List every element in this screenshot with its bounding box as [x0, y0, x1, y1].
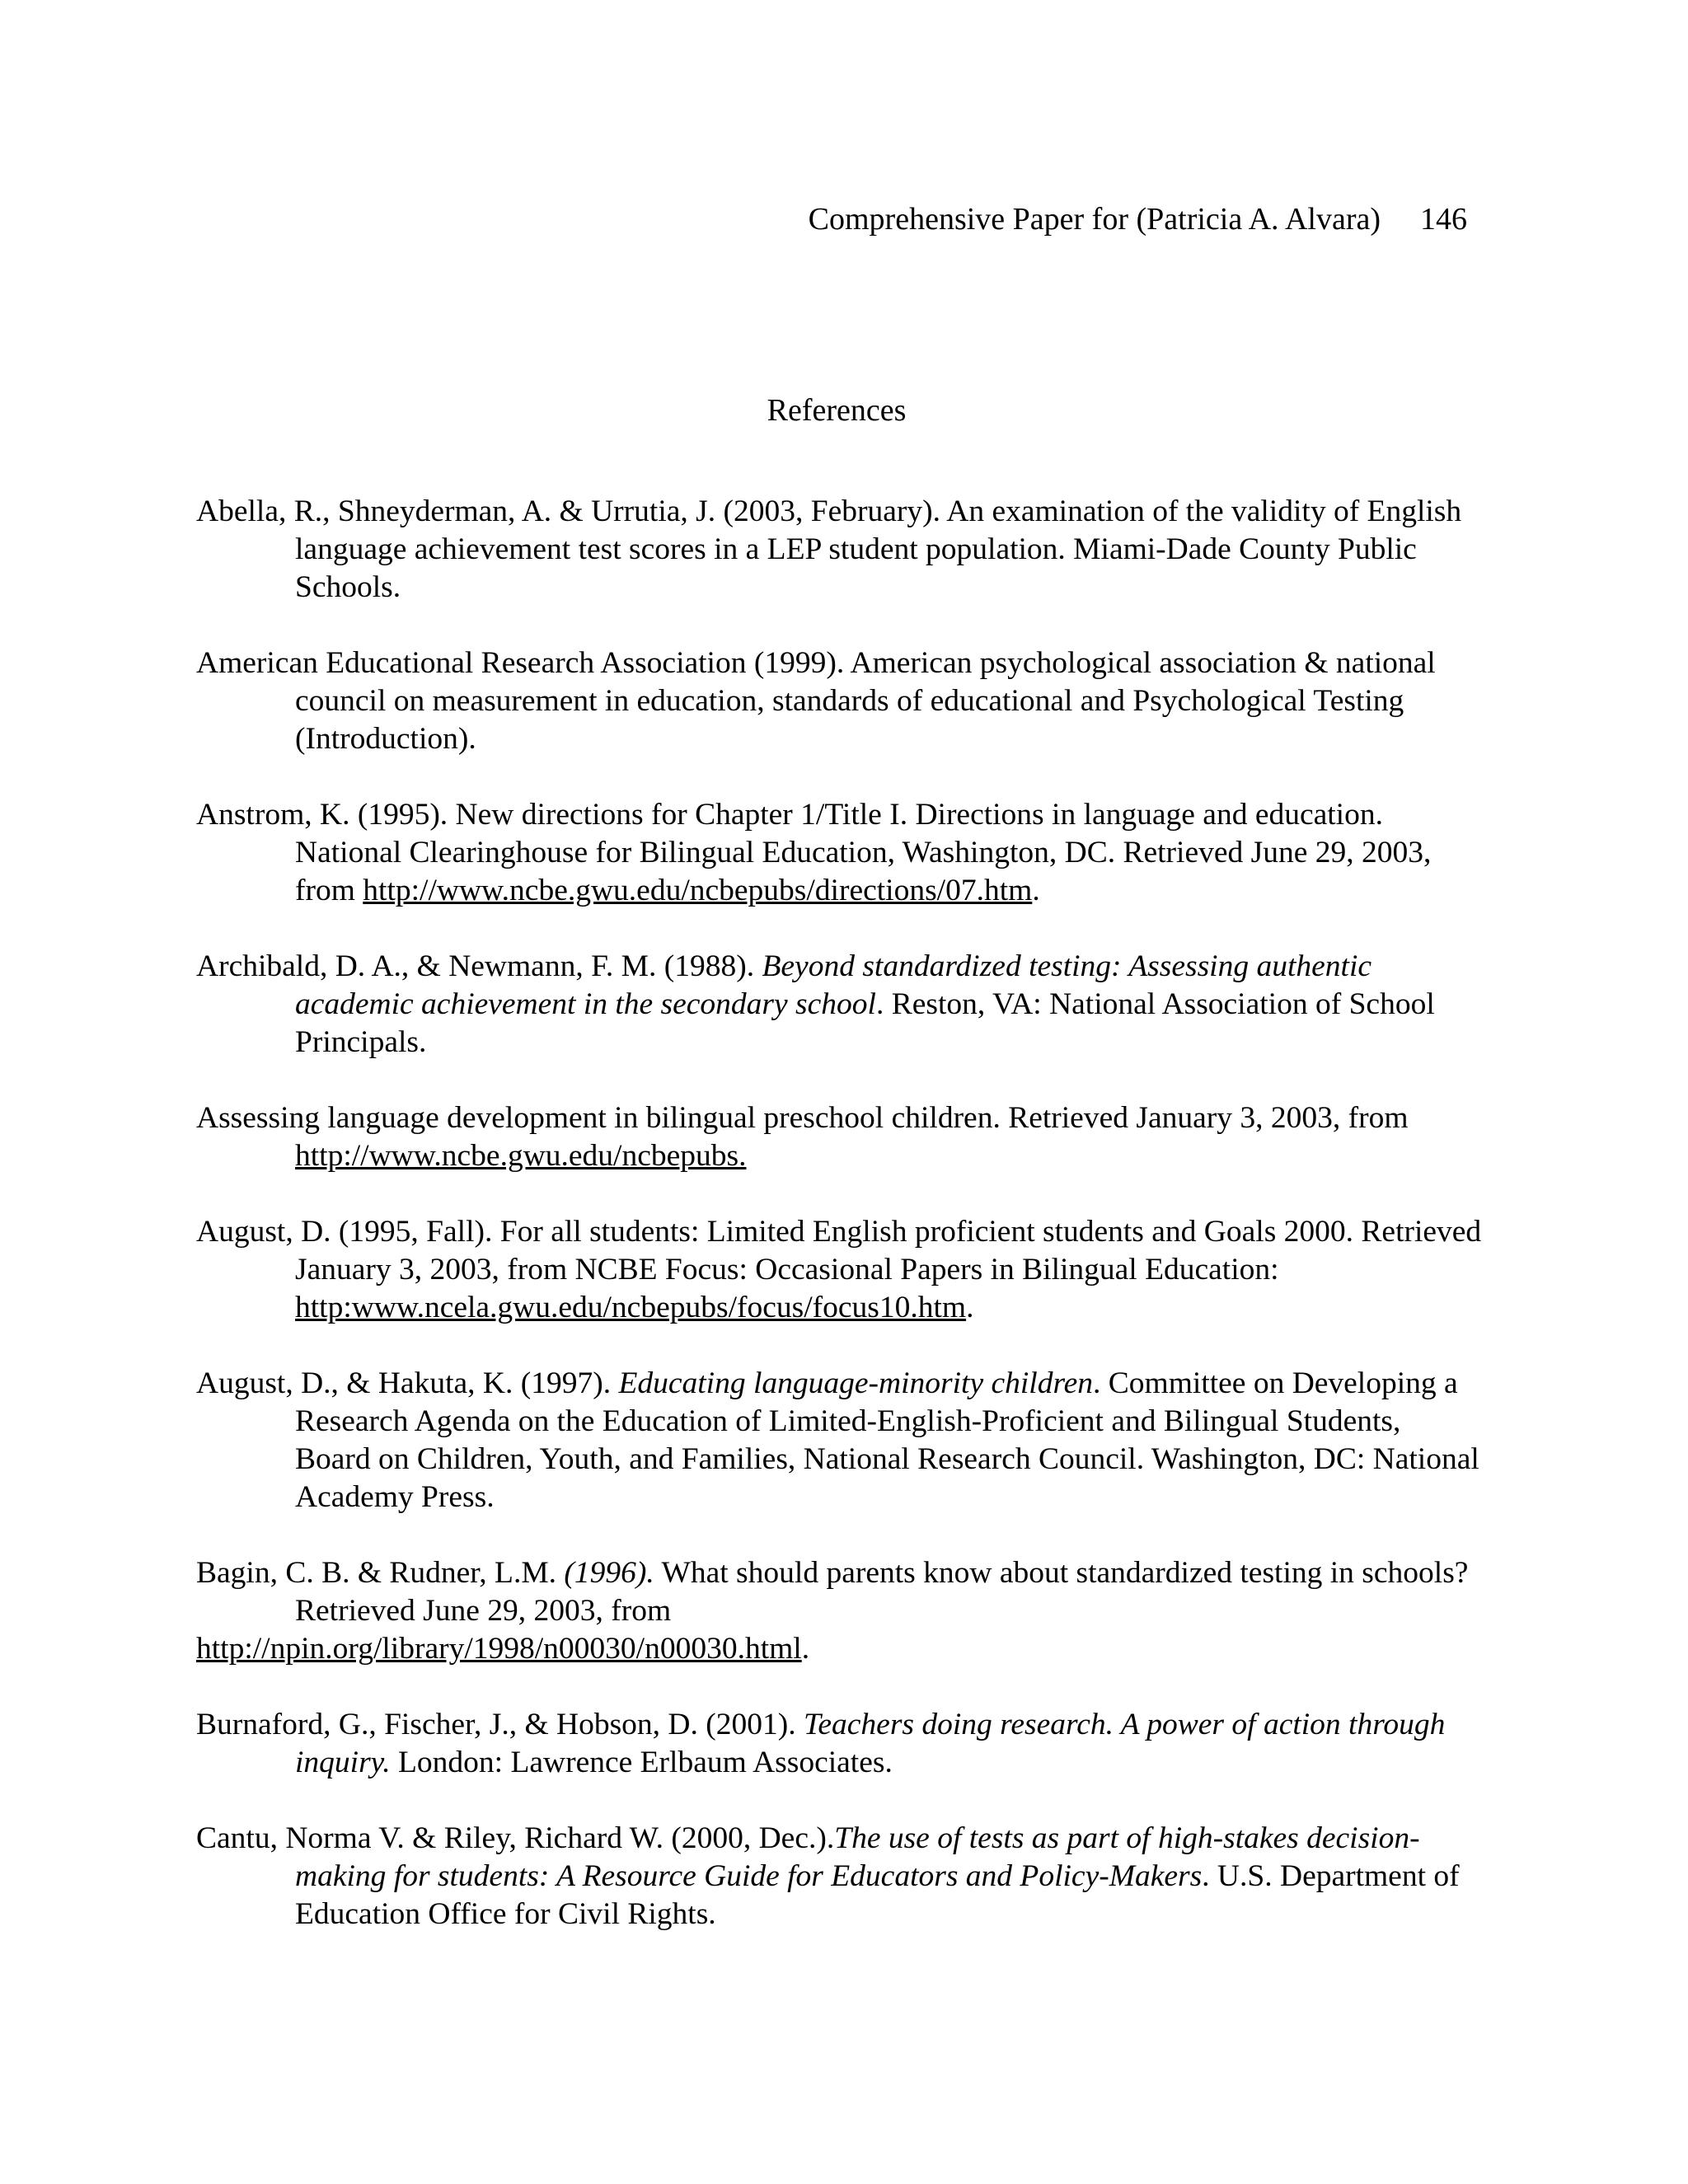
reference-text: Abella, R., Shneyderman, A. & Urrutia, J. (2003, February). An examination of the validity of English language achievement test scores in a LEP student population. Miami-Dade County Public Schools.: [196, 494, 1462, 604]
reference-text: American Educational Research Association (1999). American psychological association & national council on measurement in education, standards of educational and Psychological Testing (Introduction).: [196, 646, 1436, 756]
reference-text: Assessing language development in bilingual preschool children. Retrieved January 3, 2003, from: [196, 1101, 1409, 1135]
reference-entry: [196, 1099, 1482, 1175]
reference-text: Bagin, C. B. & Rudner, L.M.: [196, 1556, 565, 1590]
reference-text: Archibald, D. A., & Newmann, F. M. (1988).: [196, 949, 762, 983]
reference-entry: [196, 796, 1482, 910]
reference-text-end: .: [1032, 874, 1040, 907]
reference-text-rest: . U.S. Department of Education Office for Civil Rights.: [295, 1859, 1460, 1931]
reference-text-rest: London: Lawrence Erlbaum Associates.: [390, 1746, 893, 1779]
reference-title: The use of tests as part of high-stakes decision-making for students: A Resource Guide for Educators and Policy-Makers: [295, 1821, 1420, 1893]
reference-title: Beyond standardized testing: Assessing authentic academic achievement in the secondary school: [295, 949, 1372, 1021]
reference-entry: [196, 948, 1482, 1062]
reference-url-link[interactable]: http://www.ncbe.gwu.edu/ncbepubs.: [295, 1139, 747, 1173]
reference-entry: [196, 1213, 1482, 1327]
reference-entry: [196, 493, 1482, 607]
reference-entry: [196, 644, 1482, 758]
reference-text: Burnaford, G., Fischer, J., & Hobson, D. (2001).: [196, 1708, 804, 1741]
reference-title: Educating language-minority children: [618, 1366, 1094, 1400]
reference-entry: [196, 1365, 1482, 1516]
reference-text: August, D. (1995, Fall). For all students: Limited English proficient students and Goals 2000. Retrieved January 3, 2003, from NCBE Focus: Occasional Papers in Bilingual Education:: [196, 1215, 1482, 1286]
reference-text-end: .: [801, 1632, 810, 1666]
reference-entry: [196, 1820, 1482, 1933]
reference-text-rest: . Reston, VA: National Association of School Principals.: [295, 987, 1435, 1059]
reference-entry: [196, 1554, 1482, 1668]
reference-url-link[interactable]: http://npin.org/library/1998/n00030/n00030.html: [196, 1632, 802, 1666]
reference-text-end: .: [966, 1291, 974, 1324]
reference-url-link[interactable]: http://www.ncbe.gwu.edu/ncbepubs/directions/07.htm: [363, 874, 1033, 907]
reference-text: Anstrom, K. (1995). New directions for Chapter 1/Title I. Directions in language and education. National Clearinghouse for Bilingual Education, Washington, DC. Retrieved June 29, 2003, from: [196, 798, 1432, 907]
section-title: References: [767, 393, 907, 428]
reference-year: (1996).: [564, 1556, 654, 1590]
reference-text: August, D., & Hakuta, K. (1997).: [196, 1366, 619, 1400]
reference-list: [196, 493, 1482, 1971]
reference-url-link[interactable]: http:www.ncela.gwu.edu/ncbepubs/focus/focus10.htm: [295, 1291, 967, 1324]
reference-url-line: [196, 1630, 1482, 1668]
reference-entry: [196, 1706, 1482, 1782]
reference-title: Teachers doing research. A power of action through inquiry.: [295, 1708, 1446, 1779]
reference-text: Cantu, Norma V. & Riley, Richard W. (2000, Dec.).: [196, 1821, 835, 1855]
running-head: [809, 200, 1467, 238]
reference-text-rest: . Committee on Developing a Research Agenda on the Education of Limited-English-Proficient and Bilingual Students, Board on Children, Youth, and Families, National Research Council. Washington, DC: National Academy Press.: [295, 1366, 1479, 1514]
reference-text-rest: What should parents know about standardized testing in schools? Retrieved June 29, 2003, from: [295, 1556, 1469, 1628]
running-head-title: Comprehensive Paper for (Patricia A. Alvara): [808, 202, 1381, 237]
page-number: 146: [1420, 202, 1467, 237]
